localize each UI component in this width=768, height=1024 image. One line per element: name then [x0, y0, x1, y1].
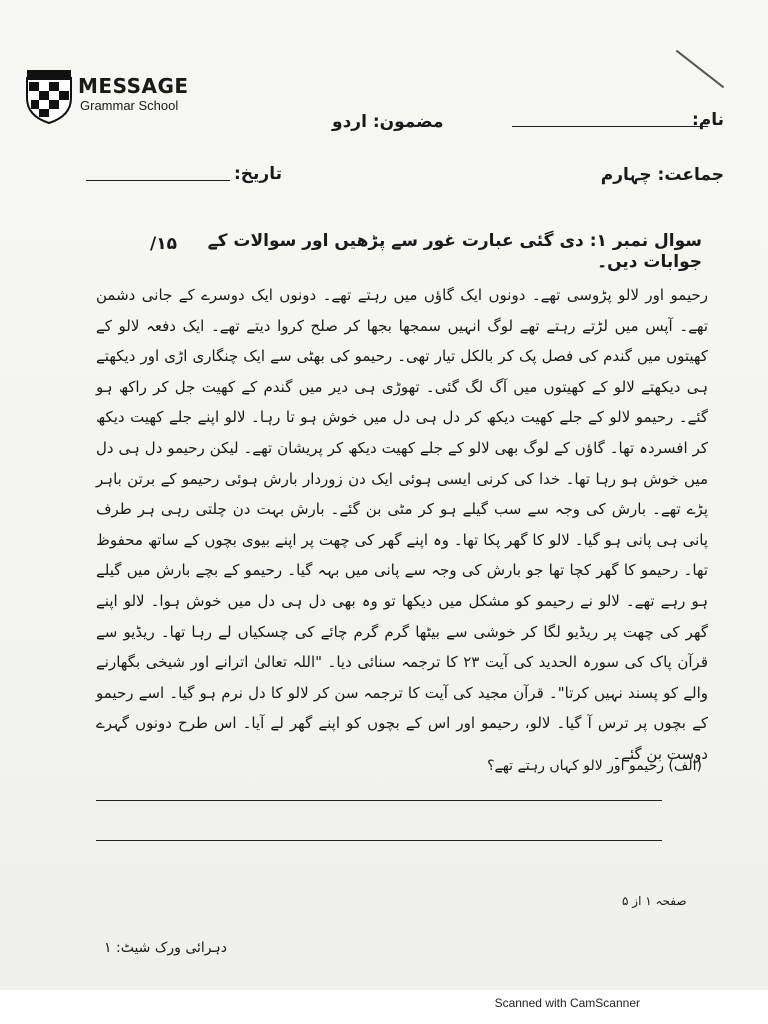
- school-name: MESSAGE: [78, 74, 189, 98]
- passage-text: رحیمو اور لالو پڑوسی تھے۔ دونوں ایک گاؤں میں رہتے تھے۔ دونوں ایک دوسرے کے جانی دشمن تھے۔ آپس میں لڑتے رہتے تھے لوگ انہیں سمجھا بجھا کر صلح کروا دیتے تھے۔ ایک دفعہ لالو کے کھیتوں میں گندم کی فصل پک کر بالکل تیار تھی۔ رحیمو کی بھٹی سے ایک چنگاری اڑی اور دیکھتے ہی دیکھتے لالو کے کھیتوں میں آگ لگ گئی۔ تھوڑی ہی دیر میں گندم کے کھیت جل کر راکھ ہو گئے۔ رحیمو لالو کے جلے کھیت دیکھ کر دل ہی دل میں خوش ہو تا رہا۔ لالو اپنے جلے کھیت دیکھ کر افسردہ تھا۔ گاؤں کے لوگ بھی لالو کے جلے کھیت دیکھ کر پریشان تھے۔ لیکن رحیمو دل ہی دل میں خوش ہو رہا تھا۔ خدا کی کرنی ایسی ہوئی ایک دن زوردار بارش ہوئی رحیمو کے برتن باہر پڑے تھے۔ بارش کی وجہ سے سب گیلے ہو کر مٹی بن گئے۔ بارش بہت دن چلتی رہی ہر طرف پانی ہی پانی ہو گیا۔ لالو کا گھر پکا تھا۔ وہ اپنے گھر کی چھت پر اپنے بیوی بچوں کے ساتھ محفوظ تھا۔ رحیمو کا گھر کچا تھا جو بارش کی وجہ سے پانی میں بہہ گیا۔ رحیمو کے بچے بارش میں گیلے ہو رہے تھے۔ لالو نے رحیمو کو مشکل میں دیکھا تو وہ بھی دل ہی دل میں خوش ہوا۔ لالو اپنے گھر کی چھت پر ریڈیو لگا کر خوشی سے بیٹھا گرم گرم چائے کی چسکیاں لے رہا تھا۔ ریڈیو سے قرآن پاک کی سورہ الحدید کی آیت ۲۳ کا ترجمہ سنائی دیا۔ "اللہ تعالیٰ اترانے اور شیخی بگھارنے والے کو پسند نہیں کرتا"۔ قرآن مجید کی آیت کا ترجمہ سن کر لالو کا دل نرم ہو گیا۔ اسے رحیمو کے بچوں پر ترس آ گیا۔ لالو، رحیمو اور اس کے بچوں کو اپنے گھر لے آیا۔ اس طرح دونوں گہرے دوست بن گئے۔: [96, 286, 708, 763]
- class-label: جماعت: چہارم: [600, 165, 724, 185]
- question-a: (الف) رحیمو اور لالو کہاں رہتے تھے؟: [487, 758, 702, 774]
- school-subtitle: Grammar School: [80, 98, 179, 113]
- worksheet-label: دہرائی ورک شیٹ: ۱: [104, 940, 227, 956]
- total-marks: /۱۵: [150, 234, 177, 254]
- name-blank-line[interactable]: [512, 126, 708, 127]
- school-crest-icon: [24, 68, 74, 124]
- name-label: نام:: [691, 110, 724, 130]
- date-blank-line[interactable]: [86, 180, 230, 181]
- pen-mark: [676, 50, 725, 89]
- answer-line-1[interactable]: [96, 800, 662, 801]
- answer-line-2[interactable]: [96, 840, 662, 841]
- page-number: صفحہ ۱ از ۵: [622, 894, 687, 908]
- scanner-watermark: Scanned with CamScanner: [494, 996, 640, 1010]
- scanner-footer: [0, 990, 768, 1024]
- date-label: تاریخ:: [234, 164, 282, 184]
- question-heading: سوال نمبر ۱: دی گئی عبارت غور سے پڑھیں اور سوالات کے جوابات دیں۔: [207, 231, 702, 272]
- subject-label: مضمون: اردو: [332, 112, 444, 132]
- reading-passage: [96, 280, 708, 770]
- school-logo: [24, 68, 194, 124]
